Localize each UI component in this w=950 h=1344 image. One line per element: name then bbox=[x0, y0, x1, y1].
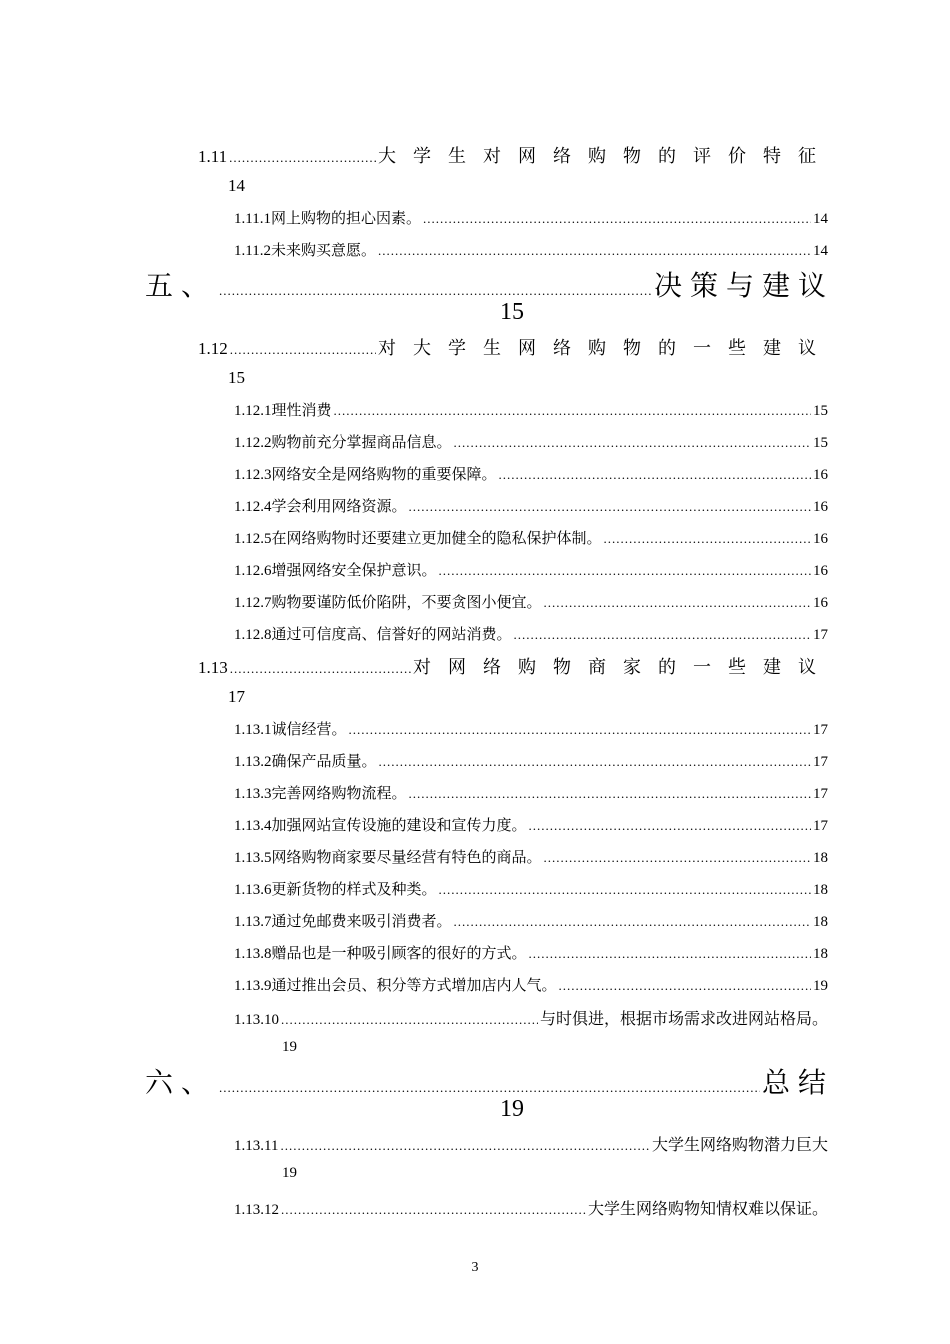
toc-leader bbox=[604, 531, 811, 547]
toc-title: 网络安全是网络购物的重要保障。 bbox=[271, 467, 497, 483]
toc-page-number: 17 bbox=[813, 754, 828, 770]
toc-number: 1.12.4 bbox=[234, 499, 272, 515]
toc-leader bbox=[529, 946, 811, 962]
toc-entry[interactable] bbox=[234, 495, 828, 517]
toc-entry-1-12[interactable] bbox=[198, 334, 833, 358]
toc-number: 1.13.1 bbox=[234, 722, 272, 738]
toc-entry[interactable] bbox=[234, 1006, 828, 1028]
toc-page-number: 19 bbox=[282, 1165, 297, 1181]
toc-title: 确保产品质量。 bbox=[271, 754, 377, 770]
toc-number: 1.12.6 bbox=[234, 563, 272, 579]
toc-number: 1.12.5 bbox=[234, 531, 272, 547]
toc-page-number: 14 bbox=[813, 211, 828, 227]
toc-chapter-number: 五、 bbox=[145, 271, 218, 302]
toc-number: 1.13.11 bbox=[234, 1138, 279, 1154]
toc-leader bbox=[379, 754, 811, 770]
toc-page-number: 15 bbox=[500, 299, 524, 325]
toc-number: 1.12 bbox=[198, 339, 228, 358]
toc-title: 与时俱进，根据市场需求改进网站格局。 bbox=[539, 1011, 828, 1028]
toc-entry[interactable] bbox=[234, 623, 828, 645]
toc-chapter-5[interactable] bbox=[145, 264, 834, 302]
toc-title: 大学生网络购物潜力巨大 bbox=[651, 1137, 828, 1154]
toc-leader bbox=[454, 435, 811, 451]
toc-entry-1-11[interactable] bbox=[198, 142, 833, 166]
toc-title: 购物要谨防低价陷阱，不要贪图小便宜。 bbox=[271, 595, 542, 611]
toc-page-number: 19 bbox=[813, 978, 828, 994]
toc-entry[interactable] bbox=[234, 718, 828, 740]
toc-leader bbox=[439, 563, 811, 579]
toc-entry[interactable] bbox=[234, 814, 828, 836]
toc-chapter-6[interactable] bbox=[145, 1061, 834, 1099]
page-footer-number: 3 bbox=[471, 1260, 479, 1275]
toc-page-number: 15 bbox=[813, 435, 828, 451]
toc-number: 1.12.3 bbox=[234, 467, 272, 483]
toc-title: 更新货物的样式及种类。 bbox=[271, 882, 437, 898]
toc-title: 网上购物的担心因素。 bbox=[270, 211, 421, 227]
toc-title: 理性消费 bbox=[271, 403, 332, 419]
toc-leader bbox=[514, 627, 811, 643]
toc-title: 增强网络安全保护意识。 bbox=[271, 563, 437, 579]
toc-entry-1-13[interactable] bbox=[198, 653, 833, 677]
toc-title: 诚信经营。 bbox=[271, 722, 347, 738]
toc-title: 加强网站宣传设施的建设和宣传力度。 bbox=[271, 818, 527, 834]
toc-leader bbox=[559, 978, 811, 994]
toc-entry[interactable] bbox=[234, 910, 828, 932]
toc-title: 大学生对网络购物的评价特征 bbox=[378, 146, 833, 166]
toc-title: 通过可信度高、信誉好的网站消费。 bbox=[271, 627, 512, 643]
toc-entry[interactable] bbox=[234, 207, 828, 229]
toc-title: 学会利用网络资源。 bbox=[271, 499, 407, 515]
toc-leader bbox=[423, 211, 811, 227]
toc-leader bbox=[280, 1138, 650, 1154]
toc-entry[interactable] bbox=[234, 463, 828, 485]
toc-entry[interactable] bbox=[234, 942, 828, 964]
toc-page-number: 17 bbox=[813, 722, 828, 738]
toc-entry[interactable] bbox=[234, 974, 828, 996]
toc-chapter-title: 总结 bbox=[761, 1068, 834, 1099]
toc-title: 在网络购物时还要建立更加健全的隐私保护体制。 bbox=[271, 531, 602, 547]
toc-title: 通过免邮费来吸引消费者。 bbox=[271, 914, 452, 930]
toc-entry[interactable] bbox=[234, 1132, 828, 1154]
toc-page-number: 16 bbox=[813, 531, 828, 547]
toc-page-number: 17 bbox=[813, 786, 828, 802]
toc-leader bbox=[378, 243, 811, 259]
toc-leader bbox=[349, 722, 811, 738]
toc-entry[interactable] bbox=[234, 527, 828, 549]
toc-entry[interactable] bbox=[234, 1196, 828, 1218]
toc-leader bbox=[499, 467, 811, 483]
toc-leader bbox=[281, 1202, 586, 1218]
toc-title: 大学生网络购物知情权难以保证。 bbox=[587, 1201, 828, 1218]
toc-page-number: 18 bbox=[813, 882, 828, 898]
toc-entry[interactable] bbox=[234, 750, 828, 772]
toc-title: 通过推出会员、积分等方式增加店内人气。 bbox=[271, 978, 557, 994]
toc-page-number: 19 bbox=[282, 1039, 297, 1055]
toc-leader bbox=[454, 914, 811, 930]
toc-page-number: 15 bbox=[813, 403, 828, 419]
toc-leader bbox=[230, 342, 376, 358]
toc-leader bbox=[219, 283, 652, 299]
toc-number: 1.11 bbox=[198, 147, 228, 166]
toc-page-number: 14 bbox=[813, 243, 828, 259]
toc-number: 1.13.4 bbox=[234, 818, 272, 834]
toc-page-number: 17 bbox=[228, 687, 245, 706]
toc-leader bbox=[544, 595, 811, 611]
toc-entry[interactable] bbox=[234, 782, 828, 804]
toc-page-number: 14 bbox=[228, 176, 245, 195]
toc-number: 1.12.2 bbox=[234, 435, 272, 451]
toc-number: 1.12.1 bbox=[234, 403, 272, 419]
toc-leader bbox=[544, 850, 811, 866]
toc-number: 1.11.1 bbox=[234, 211, 271, 227]
toc-entry[interactable] bbox=[234, 846, 828, 868]
toc-entry[interactable] bbox=[234, 431, 828, 453]
toc-title: 网络购物商家要尽量经营有特色的商品。 bbox=[271, 850, 542, 866]
toc-title: 对大学生网络购物的一些建议 bbox=[378, 338, 833, 358]
toc-number: 1.13.2 bbox=[234, 754, 272, 770]
toc-page-number: 15 bbox=[228, 368, 245, 387]
toc-entry[interactable] bbox=[234, 559, 828, 581]
toc-number: 1.13 bbox=[198, 658, 228, 677]
toc-number: 1.13.12 bbox=[234, 1202, 279, 1218]
toc-leader bbox=[229, 150, 376, 166]
toc-number: 1.13.10 bbox=[234, 1012, 279, 1028]
toc-entry[interactable] bbox=[234, 399, 828, 421]
toc-page-number: 16 bbox=[813, 563, 828, 579]
toc-page-number: 17 bbox=[813, 818, 828, 834]
toc-title: 赠品也是一种吸引顾客的很好的方式。 bbox=[271, 946, 527, 962]
toc-leader bbox=[219, 1080, 760, 1096]
toc-entry[interactable] bbox=[234, 239, 828, 261]
toc-page-number: 16 bbox=[813, 499, 828, 515]
toc-number: 1.12.7 bbox=[234, 595, 272, 611]
toc-number: 1.13.9 bbox=[234, 978, 272, 994]
toc-leader bbox=[439, 882, 811, 898]
toc-page-number: 18 bbox=[813, 850, 828, 866]
toc-leader bbox=[529, 818, 811, 834]
toc-entry[interactable] bbox=[234, 878, 828, 900]
toc-entry[interactable] bbox=[234, 591, 828, 613]
toc-title: 完善网络购物流程。 bbox=[271, 786, 407, 802]
toc-page-number: 17 bbox=[813, 627, 828, 643]
toc-leader bbox=[409, 499, 811, 515]
toc-page-number: 18 bbox=[813, 946, 828, 962]
toc-number: 1.12.8 bbox=[234, 627, 272, 643]
toc-page-number: 16 bbox=[813, 595, 828, 611]
toc-title: 购物前充分掌握商品信息。 bbox=[271, 435, 452, 451]
toc-leader bbox=[409, 786, 811, 802]
toc-number: 1.13.8 bbox=[234, 946, 272, 962]
toc-title: 未来购买意愿。 bbox=[270, 243, 376, 259]
toc-page-number: 18 bbox=[813, 914, 828, 930]
toc-page-number: 16 bbox=[813, 467, 828, 483]
toc-number: 1.11.2 bbox=[234, 243, 271, 259]
toc-chapter-title: 决策与建议 bbox=[653, 271, 834, 302]
toc-chapter-number: 六、 bbox=[145, 1068, 218, 1099]
toc-page-number: 19 bbox=[500, 1096, 524, 1122]
toc-leader bbox=[281, 1012, 538, 1028]
toc-leader bbox=[334, 403, 811, 419]
toc-title: 对网络购物商家的一些建议 bbox=[413, 657, 833, 677]
toc-number: 1.13.5 bbox=[234, 850, 272, 866]
toc-leader bbox=[230, 661, 411, 677]
toc-number: 1.13.6 bbox=[234, 882, 272, 898]
toc-number: 1.13.7 bbox=[234, 914, 272, 930]
toc-number: 1.13.3 bbox=[234, 786, 272, 802]
